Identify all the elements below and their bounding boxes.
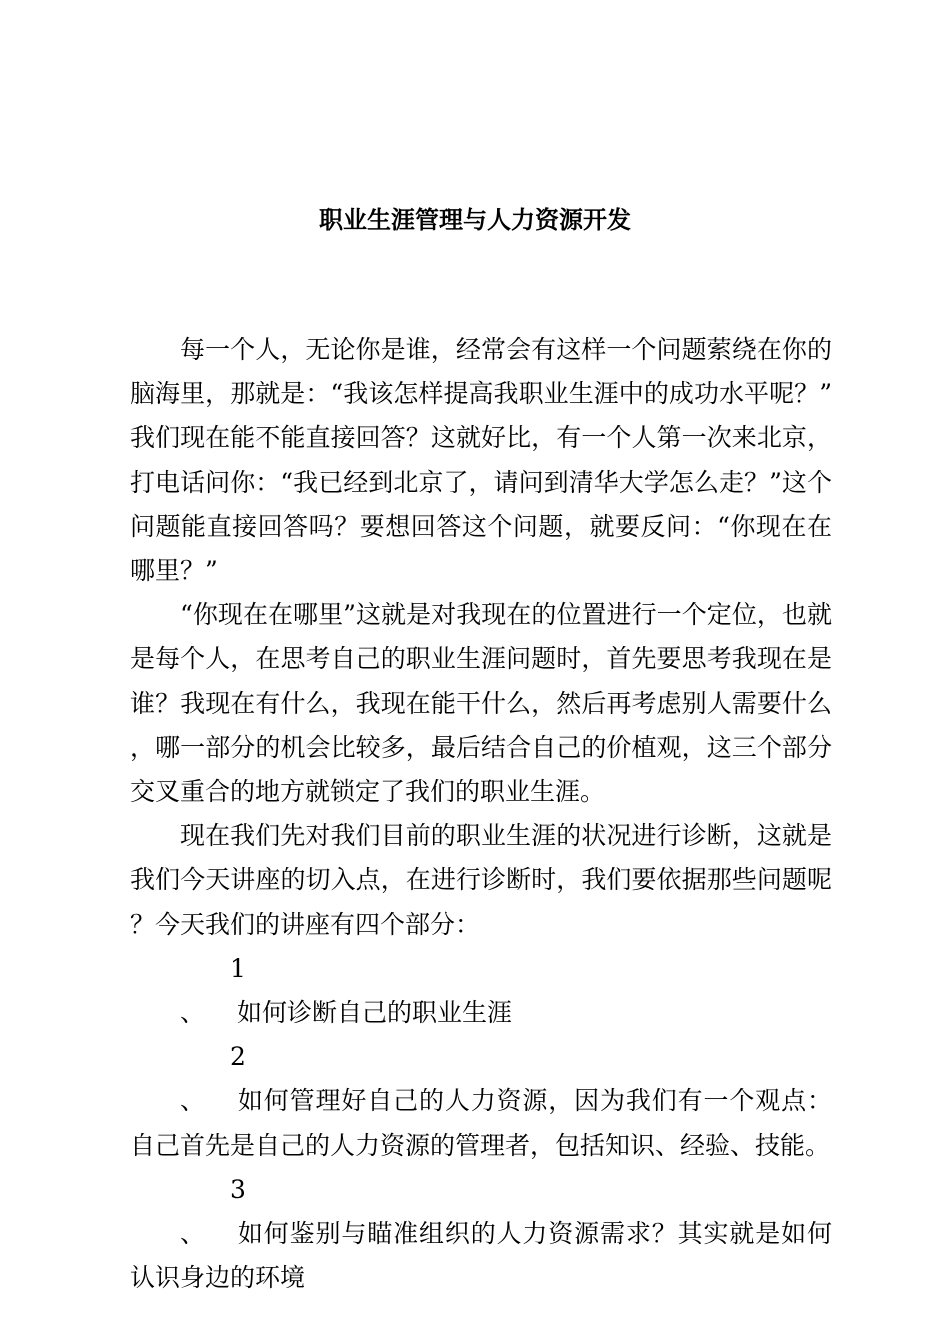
- list-item-1: [130, 947, 832, 1035]
- paragraph-3: 现在我们先对我们目前的职业生涯的状况进行诊断，这就是我们今天讲座的切入点，在进行诊断时，我们要依据那些问题呢？今天我们的讲座有四个部分：: [130, 821, 832, 939]
- list-item-3: [130, 1168, 832, 1301]
- list-item-number: 3、: [180, 1174, 246, 1249]
- list-item-text: 如何诊断自己的职业生涯: [237, 998, 513, 1028]
- list-item-text: 如何鉴别与瞄准组织的人力资源需求？其实就是如何认识身边的环境: [130, 1219, 832, 1293]
- list-item-number: 1、: [180, 953, 246, 1028]
- document-title: 职业生涯管理与人力资源开发: [319, 206, 631, 234]
- list-item-number: 2、: [180, 1042, 246, 1116]
- paragraph-2: “你现在在哪里”这就是对我现在的位置进行一个定位，也就是每个人，在思考自己的职业生涯问题时，首先要思考我现在是谁？我现在有什么，我现在能干什么，然后再考虑别人需要什么，哪一部分的机会比较多，最后结合自己的价植观，这三个部分交叉重合的地方就锁定了我们的职业生涯。: [130, 600, 832, 807]
- document-body: [130, 328, 832, 1300]
- list-item-text: 如何管理好自己的人力资源，因为我们有一个观点：自己首先是自己的人力资源的管理者，包括知识、经验、技能。: [130, 1086, 832, 1160]
- list-item-2: [130, 1035, 832, 1168]
- paragraph-1: 每一个人，无论你是谁，经常会有这样一个问题萦绕在你的脑海里，那就是：“我该怎样提高我职业生涯中的成功水平呢？”我们现在能不能直接回答？这就好比，有一个人第一次来北京，打电话问你：“我已经到北京了，请问到清华大学怎么走？”这个问题能直接回答吗？要想回答这个问题，就要反问：“你现在在哪里？”: [130, 335, 832, 586]
